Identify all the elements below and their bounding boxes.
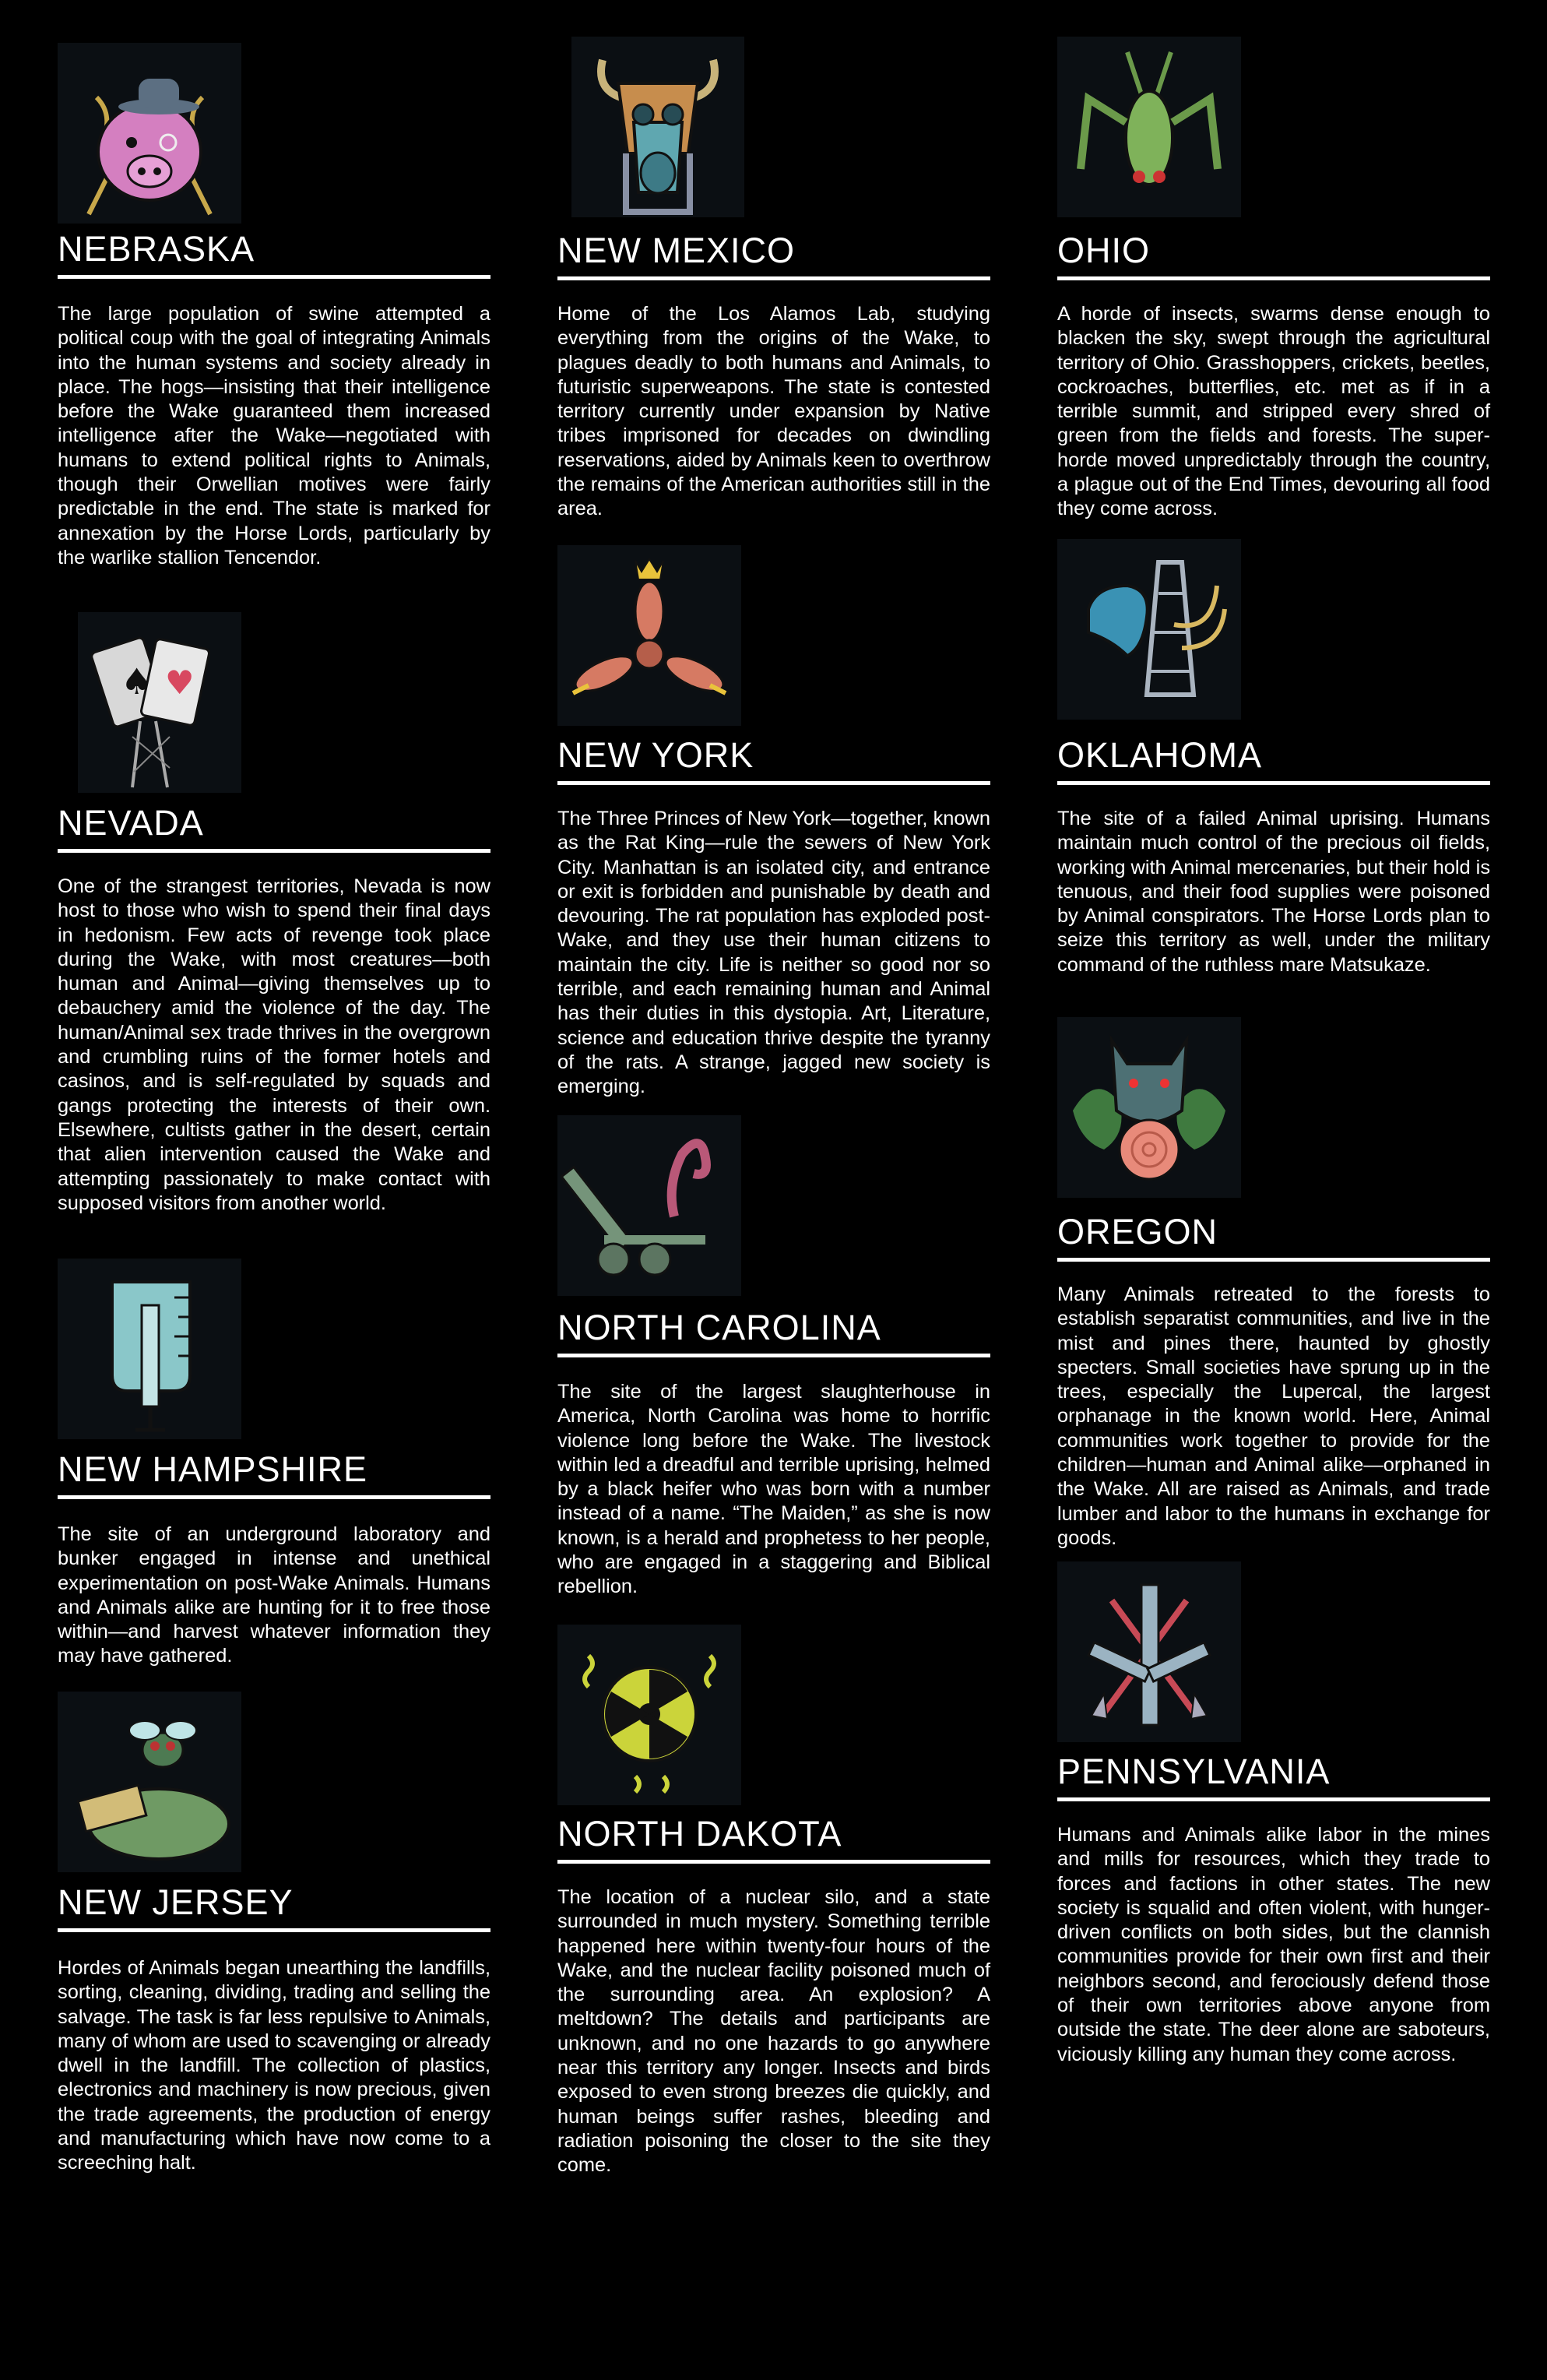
- playing-cards-icon: [78, 612, 241, 793]
- horse-oil-derrick-icon: [1057, 539, 1241, 720]
- cannon-tail-icon: [557, 1115, 741, 1296]
- ohio-title: OHIO: [1057, 231, 1490, 280]
- steel-beams-shovels-icon: [1057, 1561, 1241, 1742]
- ohio-description: A horde of insects, swarms dense enough to blacken the sky, swept through the agricultural territory of Ohio. Grasshoppers, crickets, beetles, cockroaches, butterflies, etc. met as if in a terrible summit, and stripped every shred of green from the fields and forests. The super-horde moved unpredictably through the country, a plague out of the End Times, devouring all food they come across.: [1057, 303, 1490, 520]
- new-york-title: NEW YORK: [557, 736, 990, 785]
- oregon-title: OREGON: [1057, 1213, 1490, 1262]
- nevada-title: NEVADA: [58, 804, 490, 853]
- svg-text:♥: ♥: [165, 664, 195, 702]
- svg-text:♠: ♠: [121, 660, 153, 702]
- oregon-description: Many Animals retreated to the forests to establish separatist communities, and live in the mist and pines there, haunted by ghostly specters. Small societies have sprung up in the trees, especially the Lupercal, the largest orphanage in the known world. Here, Animal communities work together to provide for the children—human and Animal alike—orphaned in the Wake. All are raised as Animals, and trade lumber and labor to the humans in exchange for goods.: [1057, 1283, 1490, 1549]
- north-dakota-description: The location of a nuclear silo, and a state surrounded in much mystery. Something terrible happened here within twenty-four hours of the Wake, and the nuclear facility poisoned much of the surrounding area. An explosion? A meltdown? The details and participants are unknown, and no one hazards to go anywhere near this territory any longer. Insects and birds exposed to even strong breezes die quickly, and human beings suffer rashes, bleeding and radiation poisoning the closer to the site they come.: [557, 1886, 990, 2177]
- new-hampshire-description: The site of an underground laboratory and bunker engaged in intense and unethical experimentation on post-Wake Animals. Humans and Animals alike are hunting for it to free those within—and harvest whatever information they may have gathered.: [58, 1523, 490, 1667]
- north-carolina-description: The site of the largest slaughterhouse in America, North Carolina was home to horrific violence long before the Wake. The livestock within led a dreadful and terrible uprising, helmed by a black heifer who was born with a number instead of a name. “The Maiden,” as she is now known, is a herald and prophetess to her people, who are engaged in a staggering and Biblical rebellion.: [557, 1381, 990, 1598]
- fly-on-landfill-icon: [58, 1692, 241, 1872]
- new-jersey-description: Hordes of Animals began unearthing the landfills, sorting, cleaning, dividing, trading and selling the salvage. The task is far less repulsive to Animals, many of whom are used to scavenging or already dwell in the landfill. The collection of plastics, electronics and machinery is now precious, given the trade agreements, the production of energy and manufacturing which have now come to a screeching halt.: [58, 1957, 490, 2174]
- pennsylvania-description: Humans and Animals alike labor in the mines and mills for resources, which they trade to forces and factions in other states. The new society is squalid and often violent, with hunger-driven conflicts on both sides, but the clannish communities provide for their own first and their neighbors second, and ferociously defend those of their own territories above anyone from outside the state. The deer alone are saboteurs, viciously killing any human they come across.: [1057, 1824, 1490, 2065]
- new-york-description: The Three Princes of New York—together, known as the Rat King—rule the sewers of New York City. Manhattan is an isolated city, and entrance or exit is forbidden and punishable by death and devouring. The rat population has exploded post-Wake, and they use their human citizens to maintain the city. Life is neither so good nor so terrible, and each remaining human and Animal has their duties in this dystopia. Art, Literature, science and education thrive despite the tyranny of the rats. A strange, jagged new society is emerging.: [557, 808, 990, 1098]
- oklahoma-description: The site of a failed Animal uprising. Humans maintain much control of the precious oil fields, working with Animal mercenaries, but their hold is tenuous, and their food supplies were poisoned by Animal conspirators. The Horse Lords plan to seize this territory as well, under the military command of the ruthless mare Matsukaze.: [1057, 808, 1491, 976]
- oklahoma-title: OKLAHOMA: [1057, 736, 1490, 785]
- new-mexico-description: Home of the Los Alamos Lab, studying everything from the origins of the Wake, to plagues deadly to both humans and Animals, to futuristic superweapons. The state is contested territory currently under expansion by Native tribes imprisoned for decades on dwindling reservations, aided by Animals keen to overthrow the remains of the American authorities still in the area.: [557, 303, 990, 520]
- pig-with-bowler-hat-icon: [58, 43, 241, 224]
- new-mexico-title: NEW MEXICO: [557, 231, 990, 280]
- rat-king-icon: [557, 545, 741, 726]
- nebraska-title: NEBRASKA: [58, 230, 490, 279]
- nevada-description: One of the strangest territories, Nevada is now host to those who wish to spend their final days in hedonism. Few acts of revenge took place during the Wake, with most creatures—both human and Animal—giving themselves up to debauchery amid the violence of the day. The human/Animal sex trade thrives in the overgrown and crumbling ruins of the former hotels and casinos, and is self-regulated by squads and gangs protecting the interests of their own. Elsewhere, cultists gather in the desert, certain that alien intervention caused the Wake and attempting passionately to make contact with supposed visitors from another world.: [58, 875, 490, 1214]
- north-carolina-title: NORTH CAROLINA: [557, 1308, 990, 1357]
- north-dakota-title: NORTH DAKOTA: [557, 1815, 990, 1864]
- wolf-with-log-icon: [1057, 1017, 1241, 1198]
- beaker-syringe-icon: [58, 1259, 241, 1439]
- new-hampshire-title: NEW HAMPSHIRE: [58, 1450, 490, 1499]
- bison-gas-mask-icon: [571, 37, 744, 217]
- radiation-icon: [557, 1625, 741, 1805]
- grasshopper-icon: [1057, 37, 1241, 217]
- nebraska-description: The large population of swine attempted a political coup with the goal of integrating Animals into the human systems and society already in place. The hogs—insisting that their intelligence before the Wake guaranteed them increased intelligence after the Wake—negotiated with humans to extend political rights to Animals, though their Orwellian motives were fairly predictable in the end. The state is marked for annexation by the Horse Lords, particularly by the warlike stallion Tencendor.: [58, 303, 490, 569]
- new-jersey-title: NEW JERSEY: [58, 1883, 490, 1932]
- pennsylvania-title: PENNSYLVANIA: [1057, 1752, 1490, 1801]
